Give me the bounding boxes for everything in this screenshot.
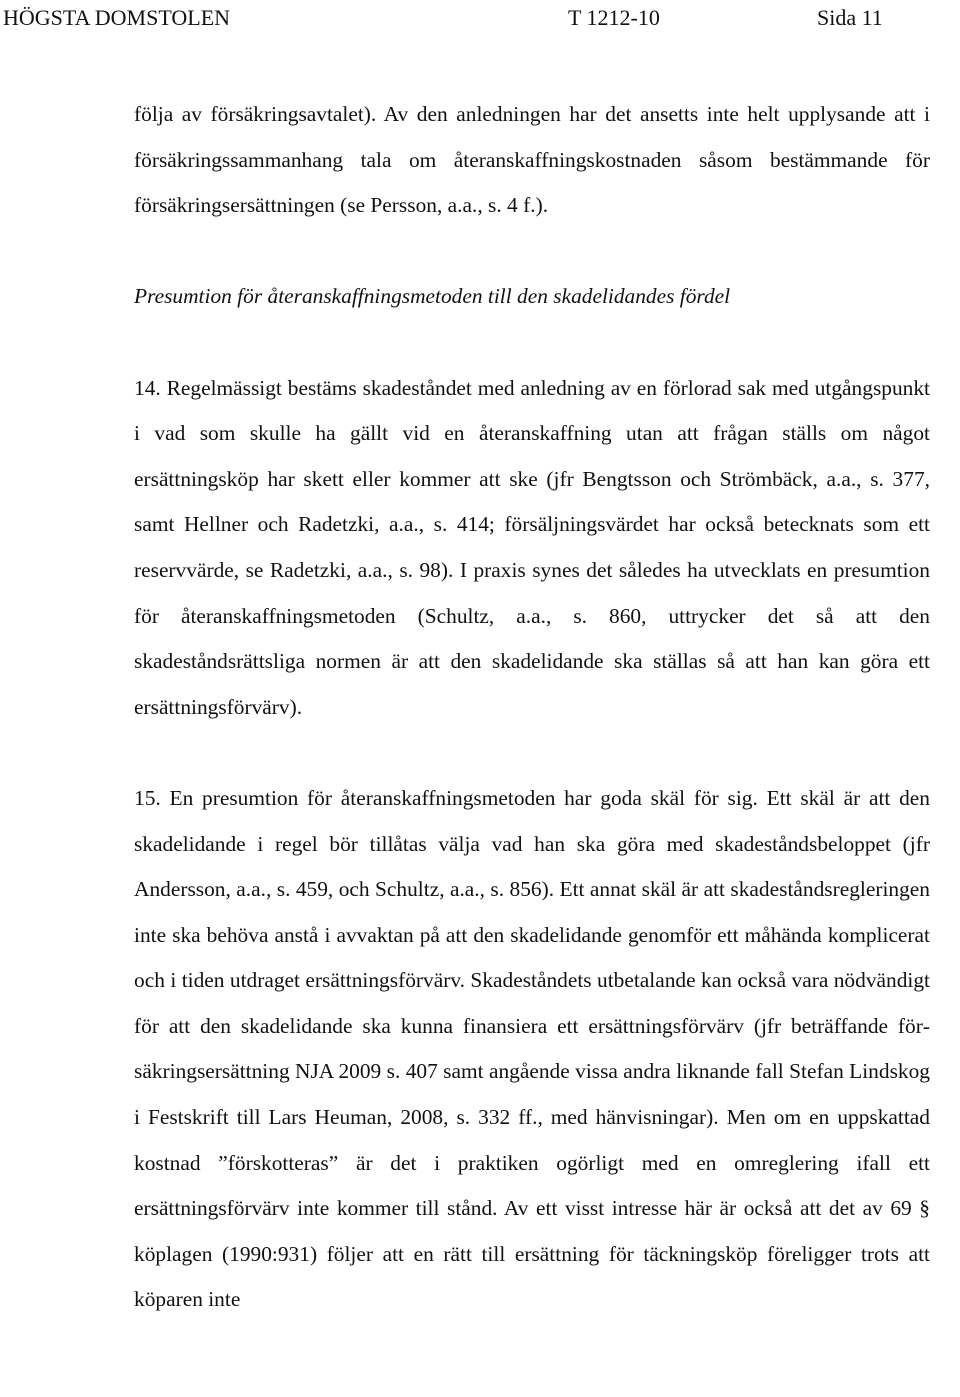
document-body xyxy=(134,92,930,1323)
page-number: Sida 11 xyxy=(817,5,883,30)
paragraph-spacer xyxy=(134,229,930,275)
paragraph-spacer xyxy=(134,730,930,776)
section-heading: Presumtion för återanskaffningsmetoden till den skadelidandes fördel xyxy=(134,284,731,309)
page-header xyxy=(0,0,960,36)
paragraph-spacer xyxy=(134,320,930,366)
paragraph-15: 15. En presumtion för återanskaffningsmetoden har goda skäl för sig. Ett skäl är att den skadelidande i regel bör tillåtas välja vad han ska göra med skadeståndsbeloppet (jfr Andersson, a.a., s. 459, och Schultz, a.a., s. 856). Ett annat skäl är att skadeståndsregleringen inte ska behöva anstå i avvaktan på att den skadelidande genomför ett måhända komplicerat och i tiden utdraget ersättningsförvärv. Skadeståndets utbetalande kan också vara nödvändigt för att den skadelidande ska kunna finansiera ett ersättningsförvärv (jfr beträffande försäkringsersättning NJA 2009 s. 407 samt angående vissa andra liknande fall Stefan Lindskog i Festskrift till Lars Heuman, 2008, s. 332 ff., med hänvisningar). Men om en uppskattad kostnad ”förskotteras” är det i praktiken ogörligt med en omreglering ifall ett ersättningsförvärv inte kommer till stånd. Av ett visst intresse här är också att det av 69 § köplagen (1990:931) följer att en rätt till ersättning för täckningsköp föreligger trots att köparen inte xyxy=(134,785,930,1312)
paragraph-14: 14. Regelmässigt bestäms skadeståndet med anledning av en förlorad sak med utgångspunkt i vad som skulle ha gällt vid en återanskaffning utan att frågan ställs om något ersättningsköp har skett eller kommer att ske (jfr Bengtsson och Strömbäck, a.a., s. 377, samt Hellner och Radetzki, a.a., s. 414; försäljningsvärdet har också betecknats som ett reservvärde, se Radetzki, a.a., s. 98). I praxis synes det således ha utvecklats en presumtion för återanskaffningsmetoden (Schultz, a.a., s. 860, uttrycker det så att den skadeståndsrättsliga normen är att den skadelidande ska ställas så att han kan göra ett ersättningsförvärv). xyxy=(134,375,930,719)
case-number: T 1212-10 xyxy=(568,5,660,30)
court-name: HÖGSTA DOMSTOLEN xyxy=(3,5,231,30)
paragraph-continuation: följa av försäkringsavtalet). Av den anledningen har det ansetts inte helt upplysande att i försäkringssammanhang tala om återanskaffningskostnaden såsom bestämmande för försäkringsersättningen (se Persson, a.a., s. 4 f.). xyxy=(134,102,930,218)
